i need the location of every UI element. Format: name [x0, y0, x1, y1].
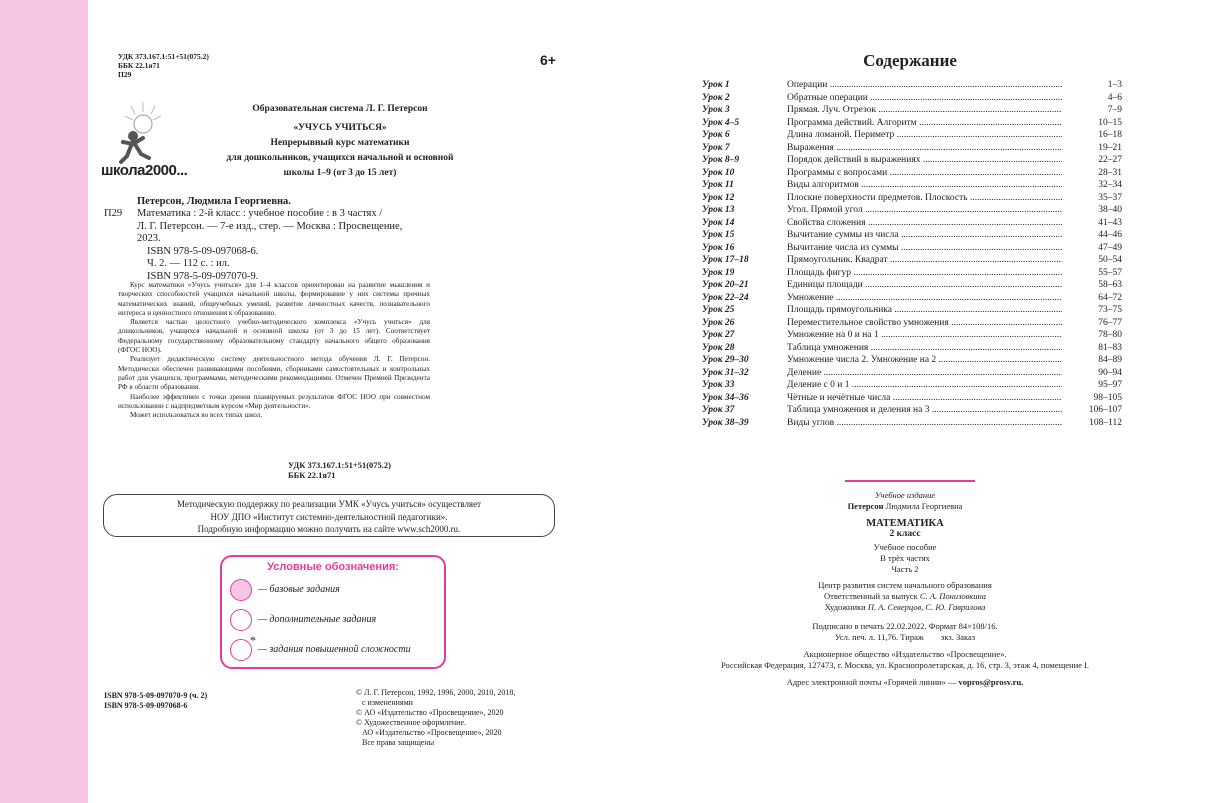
toc-lesson: Урок 16 [702, 242, 735, 253]
toc-lesson: Урок 2 [702, 92, 730, 103]
legend-item-additional: — дополнительные задания [258, 614, 377, 625]
hotline-email [675, 677, 1135, 688]
toc-lesson: Урок 3 [702, 105, 730, 115]
isbn-line: ISBN 978-5-09-097070-9 (ч. 2) [104, 691, 208, 700]
star-circle-icon [230, 639, 252, 661]
toc-row [702, 242, 1122, 255]
toc-row [702, 179, 1122, 192]
toc-lesson: Урок 33 [702, 380, 735, 390]
toc-pages: 78–80 [1062, 329, 1122, 342]
toc-row [702, 204, 1122, 217]
author-given-names: Людмила Георгиевна [883, 501, 963, 511]
toc-topic: Деление ..... [787, 367, 1067, 380]
series-name: «УЧУСЬ УЧИТЬСЯ» [293, 123, 387, 133]
toc-title: Содержание [863, 51, 957, 70]
toc-row [702, 279, 1122, 292]
table-of-contents [702, 79, 1122, 429]
udk-header [118, 52, 209, 79]
udk-footer [288, 460, 391, 480]
toc-pages: 1–3 [1062, 79, 1122, 92]
toc-lesson: Урок 37 [702, 405, 735, 415]
abstract-paragraph: Курс математики «Учусь учиться» для 1–4 классов ориентирован на развитие мышления и творческих способностей учащихся начальной школы, формирование у них системы прочных математических знаний, общеучебных умений, развитие личностных качеств, познавательного интереса и ценностного отношения к образованию. [118, 281, 430, 317]
toc-row [702, 129, 1122, 142]
logo-text: школа2000... [101, 162, 188, 179]
toc-topic: Площадь фигур ..... [787, 267, 1067, 280]
toc-row [702, 417, 1122, 430]
filled-circle-icon [230, 579, 252, 601]
toc-lesson: Урок 17–18 [702, 255, 749, 265]
abstract [118, 281, 430, 420]
udk-line: УДК 373.167.1:51+51(075.2) [118, 52, 209, 61]
toc-lesson: Урок 11 [702, 180, 734, 190]
bib-line: ISBN 978-5-09-097070-9. [147, 270, 259, 282]
toc-pages: 90–94 [1062, 367, 1122, 380]
toc-topic: Программы с вопросами ..... [787, 167, 1067, 180]
toc-lesson: Урок 4–5 [702, 117, 740, 128]
series-block [200, 102, 480, 181]
toc-row [702, 142, 1122, 155]
toc-topic: Чётные и нечётные числа ..... [787, 392, 1067, 405]
toc-pages: 35–37 [1062, 192, 1122, 205]
bib-line: 2023. [137, 233, 161, 244]
toc-lesson: Урок 27 [702, 330, 735, 340]
support-box [103, 494, 555, 537]
toc-pages: 38–40 [1062, 204, 1122, 217]
star-icon: * [250, 633, 256, 647]
center-name: Центр развития систем начального образования [818, 580, 992, 590]
toc-pages: 4–6 [1062, 92, 1122, 105]
toc-row [702, 92, 1122, 105]
toc-lesson: Урок 6 [702, 130, 730, 140]
toc-pages: 19–21 [1062, 142, 1122, 155]
bibliographic-record [137, 208, 437, 283]
copyright-block [356, 688, 515, 748]
toc-topic: Плоские поверхности предметов. Плоскость ..... [787, 192, 1067, 205]
copyright-line: © Художественное оформление. [356, 718, 467, 727]
imprint-block [675, 490, 1135, 688]
book-kind: Учебное пособие [873, 542, 937, 552]
toc-topic: Виды алгоритмов ..... [787, 179, 1067, 192]
toc-lesson: Урок 13 [702, 205, 735, 215]
toc-pages: 108–112 [1062, 417, 1122, 430]
pink-divider [845, 480, 975, 482]
toc-pages: 95–97 [1062, 379, 1122, 392]
author-surname: Петерсон [847, 501, 884, 511]
toc-row [702, 167, 1122, 180]
bib-line: Ч. 2. — 112 с. : ил. [147, 258, 230, 269]
toc-row [702, 367, 1122, 380]
toc-topic: Прямоугольник. Квадрат ..... [787, 254, 1067, 267]
toc-lesson: Урок 34–36 [702, 392, 749, 403]
author-name: Петерсон, Людмила Георгиевна. [137, 196, 291, 207]
toc-topic: Свойства сложения ..... [787, 217, 1067, 230]
publisher-address: Российская Федерация, 127473, г. Москва, ул. Краснопролетарская, д. 16, стр. 3, этаж 4, помещение I. [721, 660, 1089, 670]
toc-row [702, 267, 1122, 280]
toc-pages: 22–27 [1062, 154, 1122, 167]
age-rating: 6+ [540, 52, 556, 68]
toc-topic: Виды углов ..... [787, 417, 1067, 430]
toc-pages: 41–43 [1062, 217, 1122, 230]
toc-row [702, 104, 1122, 117]
toc-pages: 106–107 [1062, 404, 1122, 417]
abstract-paragraph: Реализует дидактическую систему деятельностного метода обучения Л. Г. Петерсон. Методически обеспечен развивающими пособиями, сборниками самостоятельных и контрольных работ для учащихся, программами, методическими рекомендациями. Отмечен Премией Президента РФ в области образования. [118, 355, 430, 392]
course-name: Непрерывный курс математики [270, 138, 410, 148]
toc-topic: Вычитание суммы из числа ..... [787, 229, 1067, 242]
toc-row [702, 292, 1122, 305]
toc-pages: 98–105 [1062, 392, 1122, 405]
toc-pages: 73–75 [1062, 304, 1122, 317]
book-parts: В трёх частях [880, 553, 930, 563]
bbk-line: ББК 22.1я71 [118, 61, 160, 70]
toc-row [702, 304, 1122, 317]
toc-pages: 28–31 [1062, 167, 1122, 180]
isbn-line: ISBN 978-5-09-097068-6 [104, 701, 188, 710]
school-2000-logo [103, 98, 191, 186]
support-line: Подробную информацию можно получить на сайте www.sch2000.ru. [197, 524, 461, 534]
artists-names: П. А. Северцов, С. Ю. Гаврилова [867, 602, 986, 612]
legend-box [220, 555, 446, 669]
toc-lesson: Урок 14 [702, 217, 735, 228]
toc-topic: Таблица умножения ..... [787, 342, 1067, 355]
email-label: Адрес электронной почты «Горячей линии» — [786, 677, 959, 687]
bbk-line: ББК 22.1я71 [288, 470, 336, 480]
grades: школы 1–9 (от 3 до 15 лет) [283, 168, 397, 178]
toc-lesson: Урок 29–30 [702, 355, 749, 365]
signed-print: Подписано в печать 22.02.2022. Формат 84×108/16. [812, 621, 998, 631]
toc-lesson: Урок 20–21 [702, 280, 749, 290]
toc-pages: 10–15 [1062, 117, 1122, 130]
email-address: vopros@prosv.ru. [958, 677, 1024, 687]
copyright-line: АО «Издательство «Просвещение», 2020 [356, 728, 502, 737]
copyright-line: с изменениями [356, 698, 413, 707]
grade: 2 класс [889, 529, 921, 539]
toc-row [702, 192, 1122, 205]
abstract-paragraph: Может использоваться во всех типах школ. [130, 411, 263, 420]
pink-margin-strip [0, 0, 88, 803]
toc-pages: 64–72 [1062, 292, 1122, 305]
copyright-line: © Л. Г. Петерсон, 1992, 1996, 2000, 2010, 2018, [356, 688, 516, 697]
toc-topic: Единицы площади ..... [787, 279, 1067, 292]
legend-item-basic: — базовые задания [258, 584, 340, 595]
copyright-line: © АО «Издательство «Просвещение», 2020 [356, 708, 504, 717]
toc-topic: Угол. Прямой угол ..... [787, 204, 1067, 217]
responsible [675, 591, 1135, 602]
toc-lesson: Урок 22–24 [702, 292, 749, 303]
toc-row [702, 354, 1122, 367]
toc-topic: Умножение ..... [787, 292, 1067, 305]
legend-item-advanced: — задания повышенной сложности [258, 644, 411, 655]
toc-pages: 32–34 [1062, 179, 1122, 192]
imprint-author [675, 501, 1135, 512]
toc-lesson: Урок 38–39 [702, 417, 749, 428]
toc-pages: 76–77 [1062, 317, 1122, 330]
toc-lesson: Урок 26 [702, 317, 735, 328]
toc-topic: Умножение числа 2. Умножение на 2 ..... [787, 354, 1067, 367]
toc-row [702, 117, 1122, 130]
toc-topic: Обратные операции ..... [787, 92, 1067, 105]
sheets-info: Усл. печ. л. 11,76. Тираж экз. Заказ [834, 632, 976, 642]
artists [675, 602, 1135, 613]
artists-label: Художники [824, 602, 868, 612]
isbn-block [104, 691, 207, 711]
toc-topic: Переместительное свойство умножения ..... [787, 317, 1067, 330]
toc-lesson: Урок 8–9 [702, 155, 740, 165]
legend-title: Условные обозначения: [267, 561, 399, 573]
index-code: П29 [104, 208, 123, 219]
toc-row [702, 154, 1122, 167]
toc-pages: 50–54 [1062, 254, 1122, 267]
toc-topic: Операции ..... [787, 79, 1067, 92]
toc-pages: 7–9 [1062, 104, 1122, 117]
empty-circle-icon [230, 609, 252, 631]
support-line: Методическую поддержку по реализации УМК «Учусь учиться» осуществляет [176, 499, 482, 509]
toc-topic: Прямая. Луч. Отрезок ..... [787, 104, 1067, 117]
toc-row [702, 79, 1122, 92]
toc-lesson: Урок 31–32 [702, 367, 749, 378]
toc-pages: 47–49 [1062, 242, 1122, 255]
abstract-paragraph: Является частью целостного учебно-методического комплекса «Учусь учиться» для дошкольников, учащихся начальной и основной школы (от 3 до 15 лет). Соответствует Федеральному государственному образовательному стандарту начального общего образования (ФГОС НОО). [118, 318, 430, 355]
toc-pages: 81–83 [1062, 342, 1122, 355]
toc-topic: Порядок действий в выражениях ..... [787, 154, 1067, 167]
toc-lesson: Урок 25 [702, 305, 735, 315]
edition-type: Учебное издание [874, 490, 936, 500]
toc-row [702, 342, 1122, 355]
toc-row [702, 317, 1122, 330]
book-part: Часть 2 [891, 564, 919, 574]
toc-row [702, 254, 1122, 267]
toc-topic: Программа действий. Алгоритм ..... [787, 117, 1067, 130]
responsible-name: С. А. Понизовкина [919, 591, 986, 601]
toc-row [702, 229, 1122, 242]
toc-row [702, 404, 1122, 417]
toc-pages: 58–63 [1062, 279, 1122, 292]
toc-topic: Вычитание числа из суммы ..... [787, 242, 1067, 255]
bib-line: Л. Г. Петерсон. — 7-е изд., стер. — Москва : Просвещение, [137, 220, 403, 232]
toc-pages: 84–89 [1062, 354, 1122, 367]
toc-row [702, 329, 1122, 342]
toc-lesson: Урок 1 [702, 80, 730, 90]
toc-topic: Длина ломаной. Периметр ..... [787, 129, 1067, 142]
toc-row [702, 379, 1122, 392]
bib-line: Математика : 2-й класс : учебное пособие : в 3 частях / [137, 208, 383, 219]
copyright-line: Все права защищены [356, 738, 435, 747]
toc-lesson: Урок 12 [702, 192, 735, 203]
toc-pages: 16–18 [1062, 129, 1122, 142]
audience: для дошкольников, учащихся начальной и основной [226, 153, 454, 163]
toc-topic: Площадь прямоугольника ..... [787, 304, 1067, 317]
toc-row [702, 217, 1122, 230]
system-name: Образовательная система Л. Г. Петерсон [252, 104, 428, 114]
responsible-label: Ответственный за выпуск [824, 591, 920, 601]
toc-lesson: Урок 10 [702, 167, 735, 178]
toc-pages: 44–46 [1062, 229, 1122, 242]
bib-line: ISBN 978-5-09-097068-6. [147, 245, 259, 257]
abstract-paragraph: Наиболее эффективен с точки зрения планируемых результатов ФГОС НОО при совместном использовании с надпредметным курсом «Мир деятельности». [118, 392, 430, 410]
udk-line: УДК 373.167.1:51+51(075.2) [288, 460, 391, 470]
support-line: НОУ ДПО «Институт системно-деятельностной педагогики». [210, 511, 448, 522]
toc-topic: Таблица умножения и деления на 3 ..... [787, 404, 1067, 417]
publisher: Акционерное общество «Издательство «Просвещение». [803, 649, 1007, 659]
index-line: П29 [118, 70, 132, 79]
toc-topic: Деление с 0 и 1 ..... [787, 379, 1067, 392]
toc-pages: 55–57 [1062, 267, 1122, 280]
toc-topic: Выражения ..... [787, 142, 1067, 155]
toc-topic: Умножение на 0 и на 1 ..... [787, 329, 1067, 342]
toc-lesson: Урок 15 [702, 230, 735, 240]
toc-lesson: Урок 19 [702, 267, 735, 278]
toc-lesson: Урок 7 [702, 142, 730, 153]
toc-lesson: Урок 28 [702, 342, 735, 353]
toc-row [702, 392, 1122, 405]
book-title: МАТЕМАТИКА [866, 518, 944, 529]
